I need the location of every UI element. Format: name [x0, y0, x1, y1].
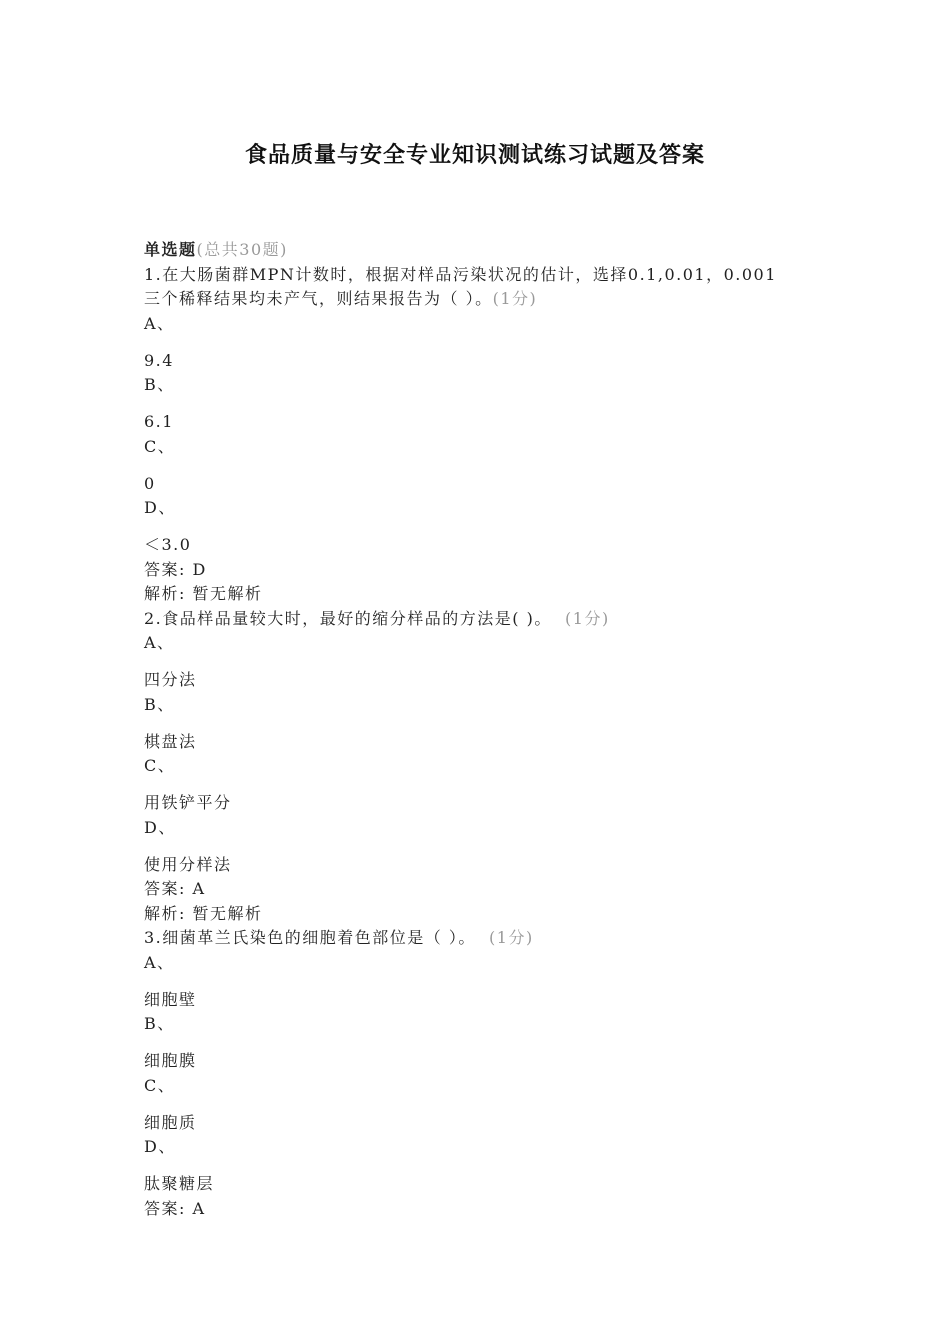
option-text: ＜3.0	[144, 535, 192, 554]
option-text: 细胞质	[144, 1112, 197, 1132]
option-letter: A、	[144, 952, 175, 972]
analysis-line: 解析: 暂无解析	[144, 584, 263, 603]
option-letter: A、	[144, 313, 175, 333]
option-letter: C、	[144, 756, 176, 775]
question-1-stem-line-1: 1.在大肠菌群MPN计数时，根据对样品污染状况的估计，选择0.1,0.01，0.001	[144, 264, 777, 284]
option-text: 6.1	[144, 412, 174, 431]
option-letter: C、	[144, 436, 176, 456]
option-letter: B、	[144, 1014, 175, 1033]
question-1-stem-line-2: 三个稀释结果均未产气，则结果报告为（ ）。(1分)	[144, 289, 538, 308]
option-text: 细胞膜	[144, 1051, 197, 1070]
option-letter: D、	[144, 1137, 176, 1156]
analysis-line: 解析: 暂无解析	[144, 903, 263, 923]
option-text: 肽聚糖层	[144, 1174, 215, 1193]
option-letter: B、	[144, 694, 175, 714]
question-2-score: (1分)	[565, 608, 610, 628]
question-2-stem: 2.食品样品量较大时，最好的缩分样品的方法是( )。 (1分)	[144, 608, 610, 628]
question-1-score: (1分)	[492, 289, 538, 308]
option-text: 0	[144, 473, 156, 493]
answer-line: 答案: A	[144, 879, 206, 898]
option-letter: C、	[144, 1075, 176, 1095]
option-text: 棋盘法	[144, 731, 197, 751]
question-list	[144, 238, 824, 1221]
option-letter: A、	[144, 633, 175, 652]
section-heading	[144, 238, 824, 263]
question-3-score: (1分)	[489, 928, 534, 947]
option-letter: D、	[144, 817, 176, 837]
question-3	[144, 926, 824, 1221]
option-text: 四分法	[144, 670, 197, 689]
section-count: (总共30题)	[196, 240, 288, 259]
answer-line: 答案: D	[144, 559, 207, 579]
option-text: 细胞壁	[144, 989, 197, 1009]
section-label: 单选题	[144, 240, 197, 259]
question-1	[144, 263, 824, 607]
option-letter: B、	[144, 375, 175, 394]
option-text: 9.4	[144, 350, 174, 370]
option-letter: D、	[144, 498, 176, 517]
document-title: 食品质量与安全专业知识测试练习试题及答案	[244, 142, 705, 168]
option-text: 使用分样法	[144, 854, 232, 874]
answer-line: 答案: A	[144, 1198, 206, 1218]
question-3-stem: 3.细菌革兰氏染色的细胞着色部位是（ ）。 (1分)	[144, 928, 534, 947]
question-2	[144, 607, 824, 927]
option-text: 用铁铲平分	[144, 793, 232, 812]
